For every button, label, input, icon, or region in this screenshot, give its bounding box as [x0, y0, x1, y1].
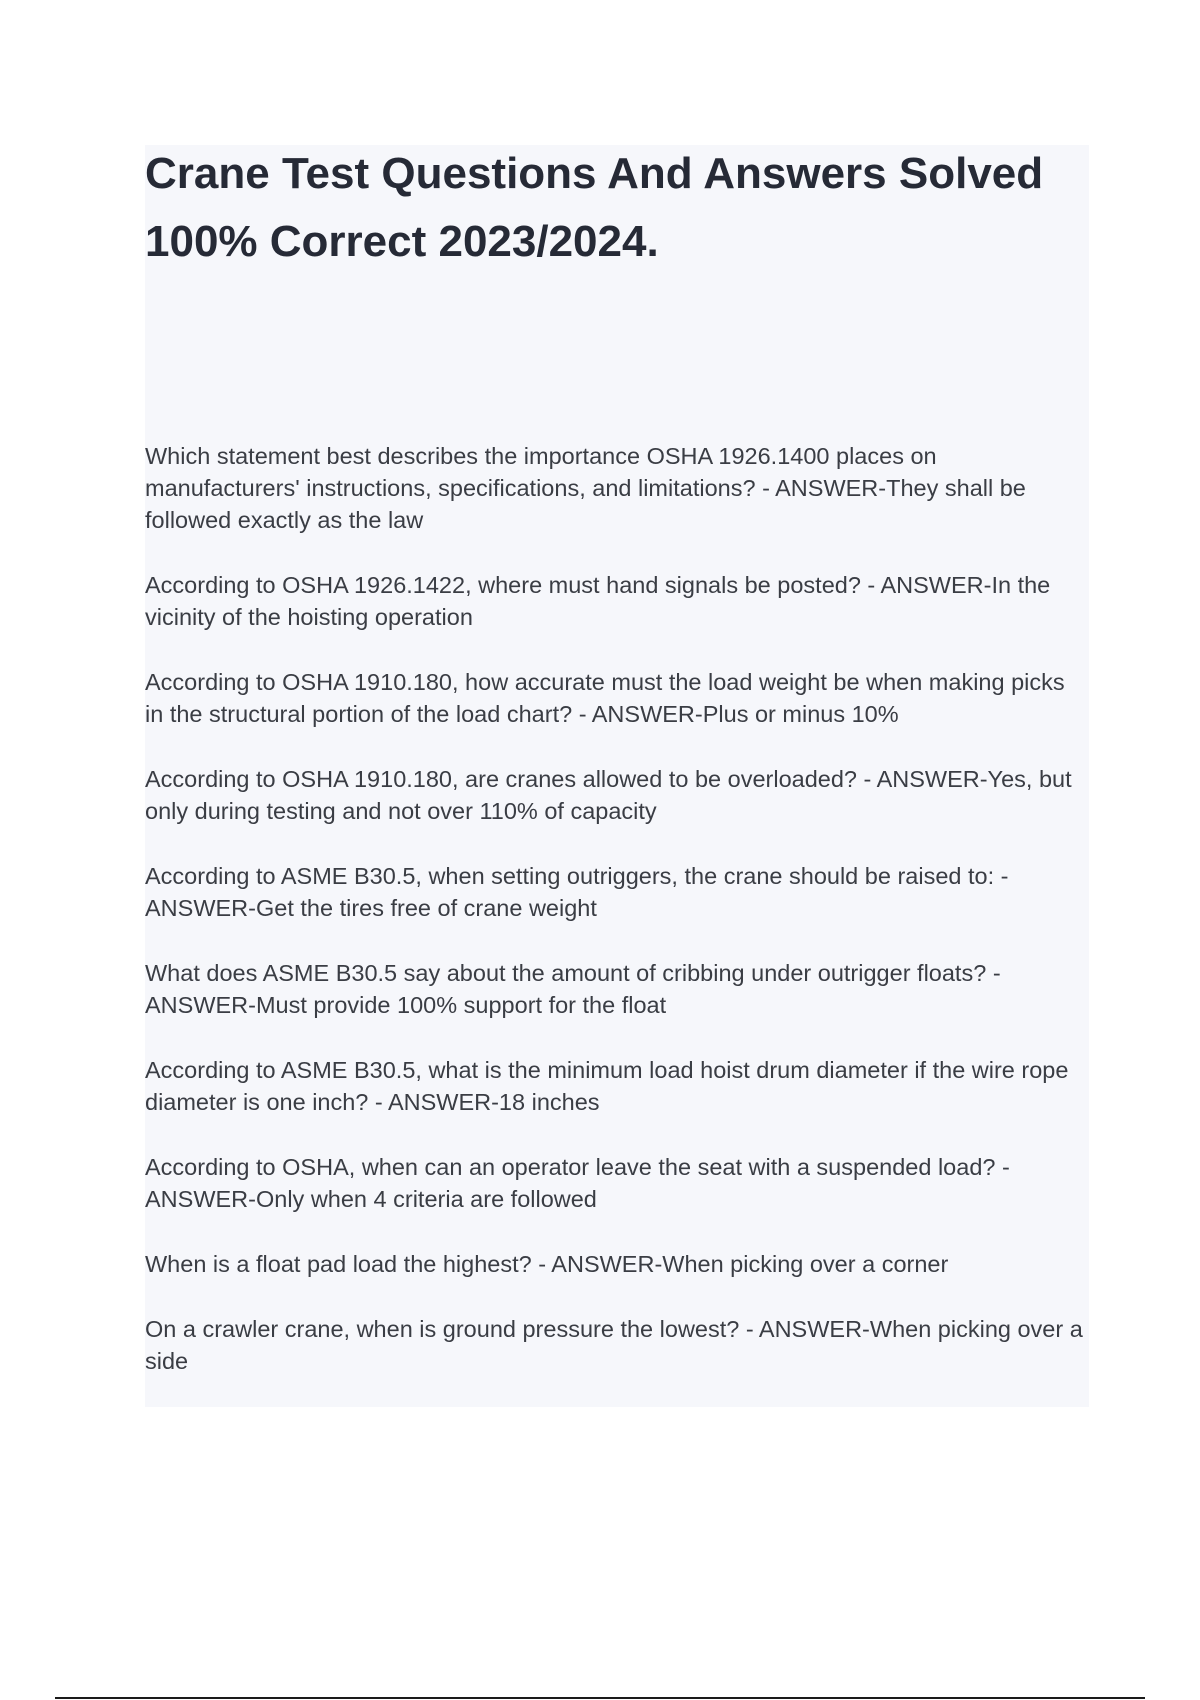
qa-list [145, 440, 1089, 1410]
qa-item: According to OSHA 1926.1422, where must hand signals be posted? - ANSWER-In the vicinity of the hoisting operation [145, 572, 1051, 630]
qa-item: On a crawler crane, when is ground pressure the lowest? - ANSWER-When picking over a side [145, 1316, 1083, 1374]
qa-item: According to OSHA 1910.180, are cranes allowed to be overloaded? - ANSWER-Yes, but only during testing and not over 110% of capacity [145, 766, 1072, 824]
qa-item: Which statement best describes the importance OSHA 1926.1400 places on manufacturers' instructions, specifications, and limitations? - ANSWER-They shall be followed exactly as the law [145, 443, 1026, 533]
qa-item: According to ASME B30.5, when setting outriggers, the crane should be raised to: - ANSWER-Get the tires free of crane weight [145, 863, 1009, 921]
qa-item: When is a float pad load the highest? - ANSWER-When picking over a corner [145, 1251, 949, 1277]
qa-item: What does ASME B30.5 say about the amount of cribbing under outrigger floats? - ANSWER-Must provide 100% support for the float [145, 960, 1001, 1018]
qa-item: According to OSHA 1910.180, how accurate must the load weight be when making picks in the structural portion of the load chart? - ANSWER-Plus or minus 10% [145, 669, 1065, 727]
document-title: Crane Test Questions And Answers Solved 100% Correct 2023/2024. [145, 149, 1044, 266]
qa-item: According to ASME B30.5, what is the minimum load hoist drum diameter if the wire rope diameter is one inch? - ANSWER-18 inches [145, 1057, 1069, 1115]
qa-item: According to OSHA, when can an operator leave the seat with a suspended load? - ANSWER-Only when 4 criteria are followed [145, 1154, 1010, 1212]
page-bottom-divider [55, 1697, 1145, 1699]
